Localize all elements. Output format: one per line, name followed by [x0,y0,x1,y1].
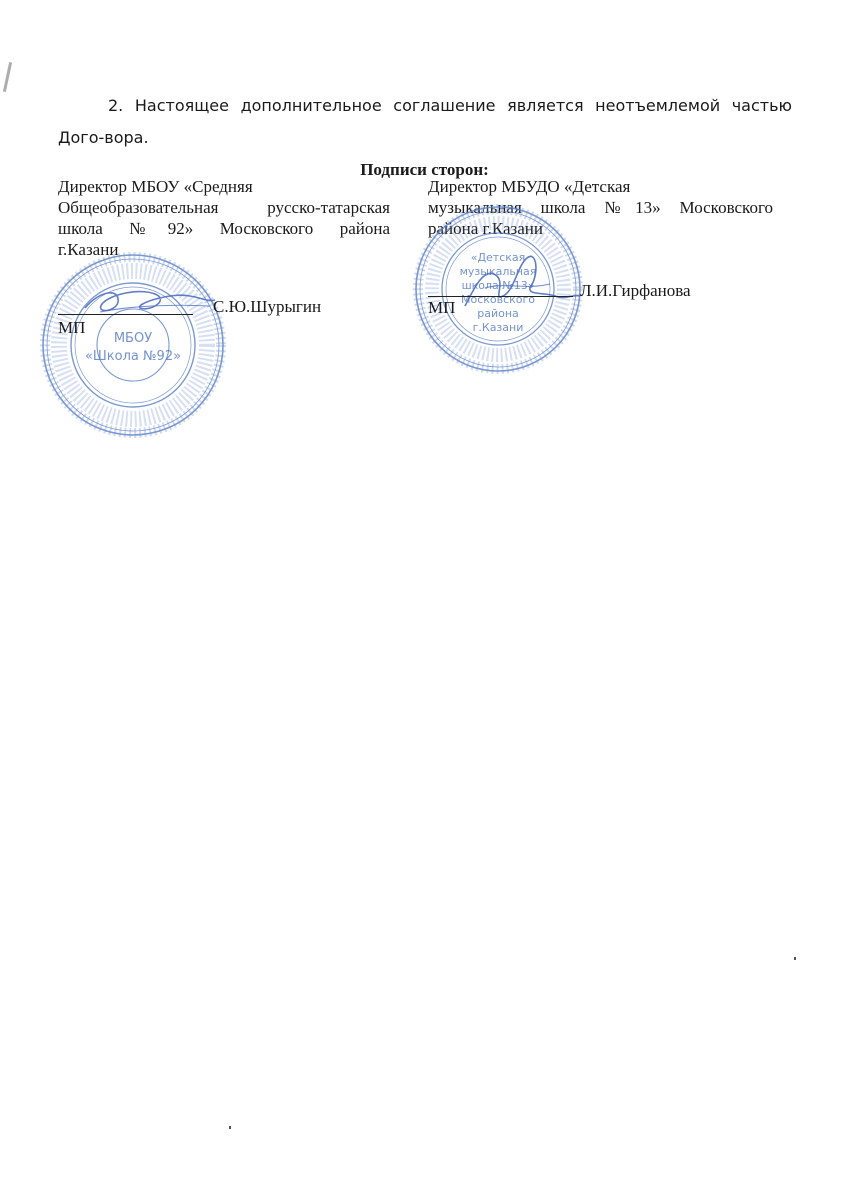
left-party-block [58,176,390,260]
right-party-line-1: Директор МБУДО «Детская [428,177,631,196]
left-party-line-1: Директор МБОУ «Средняя [58,177,253,196]
right-seal-label: МП [428,298,456,317]
scan-artifact [3,62,12,92]
right-stamp-text-1: «Детская [470,251,526,264]
left-signer-name: С.Ю.Шурыгин [213,297,322,316]
left-party-line-4: г.Казани [58,240,119,259]
left-stamp-seal [38,250,228,440]
right-signature-scribble [455,246,585,316]
right-stamp-text-5: района [477,307,519,320]
left-stamp-text-1: МБОУ [113,331,153,346]
left-signature-line [58,314,193,315]
paragraph-text: 2. Настоящее дополнительное соглашение является неотъемлемой частью Дого-вора. [58,96,792,147]
scan-speck [229,1126,231,1129]
left-party-line-2: Общеобразовательная русско-татарская [58,198,390,217]
agreement-paragraph [58,90,792,154]
right-signer-name: Л.И.Гирфанова [580,281,691,300]
right-stamp-text-2: музыкальная [459,265,537,278]
scan-speck [794,957,796,960]
left-party-line-3: школа №92» Московского района [58,219,390,238]
right-stamp-text-4: Московского [460,293,536,306]
right-party-line-2: музыкальная школа №13» Московского [428,198,773,217]
left-seal-label: МП [58,318,86,337]
signatures-heading: Подписи сторон: [360,160,489,179]
right-stamp-text-6: г.Казани [472,321,524,334]
right-party-line-3: района г.Казани [428,219,543,238]
left-signature-scribble [80,282,220,322]
left-stamp-text-2: «Школа №92» [84,349,182,364]
right-stamp-text-3: школа №13» [461,279,535,292]
right-signature-line [428,296,573,297]
